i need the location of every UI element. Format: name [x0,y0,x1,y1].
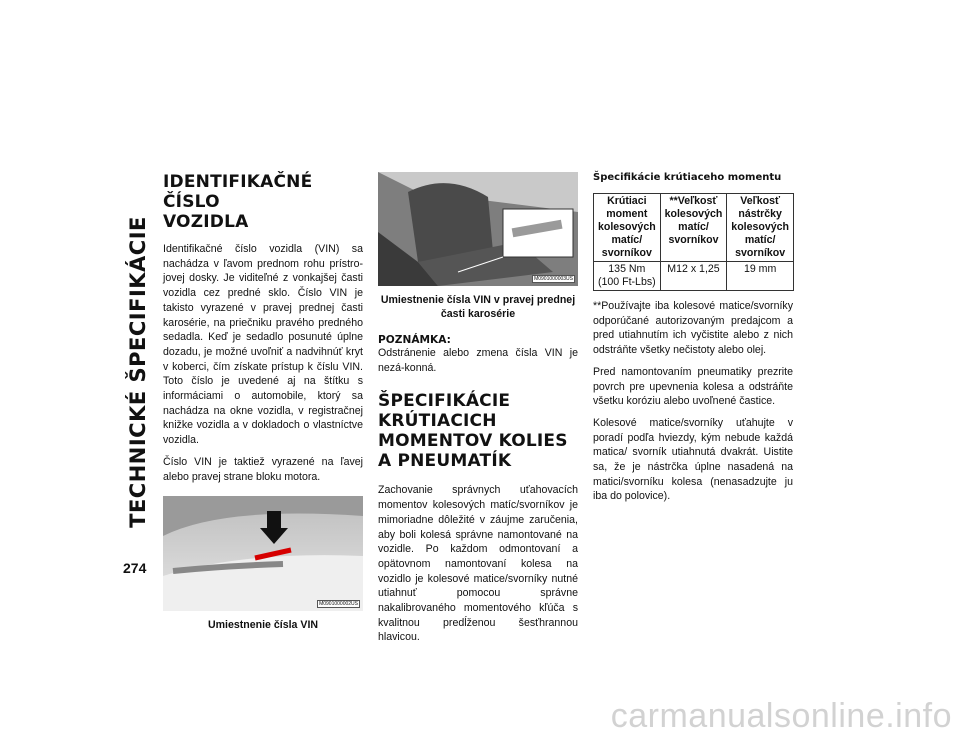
note-text: Odstránenie alebo zmena čísla VIN je nezá-konná. [378,347,578,374]
header-text: svorníkov [735,247,786,259]
figure-caption-seat-line1: Umiestnenie čísla VIN v pravej prednej [380,294,576,306]
header-text: matíc/ [678,221,709,233]
header-text: matíc/ [744,234,776,246]
spec-paragraph-2: Pred namontovaním pneumatiky prezrite povrch pre upevnenia kolesa a odstráňte všetku koróziu alebo uvoľnené častice. [593,365,793,408]
torque-paragraph: Zachovanie správnych uťahovacích momentov kolesových matíc/svorníkov je mimoriadne dôležité v záujme zaručenia, aby boli kolesá správne namontované na vozidle. Po každom odmontovaní a opätovnom namontovaní kolesa na vozidlo je kolesové matice/svorníky nutné utiahnuť pomocou správne nakalibrovaného momentového kľúča s kvalitnou predĺženou šesťhrannou hlavicou. [378,484,578,644]
table-row [594,262,794,291]
figure-code: M0901000002US [319,601,358,608]
cell-text: M12 x 1,25 [667,263,720,275]
spec-paragraph-1: **Používajte iba kolesové matice/svorníky odporúčané autorizovaným predajcom a pred utiahnutím ich vyčistite alebo z nich odstráňte všetky nečistoty alebo olej. [593,300,793,357]
heading-torque [378,391,578,471]
figure-caption-seat [378,293,578,321]
torque-spec-table [593,193,794,291]
spec-paragraph-3: Kolesové matice/svorníky uťahujte v poradí podľa hviezdy, kým nebude každá matica/ svorník utiahnutá dvakrát. Uistite sa, že je nástrčka úplne nasadená na matici/svorníku kolesa (nenasadzujte ju iba do polovice). [593,416,793,503]
header-text: svorníkov [601,247,652,259]
note-heading: POZNÁMKA: [378,334,451,346]
table-header-socket [727,194,794,262]
figure-caption-seat-line2: časti karosérie [440,308,516,320]
column-vin [163,172,363,632]
section-side-title-text: TECHNICKÉ ŠPECIFIKÁCIE [126,216,150,528]
watermark: carmanualsonline.info [610,697,952,735]
heading-torque-line3: A PNEUMATÍK [378,451,512,472]
table-cell-socket [727,262,794,291]
page-number: 274 [123,560,147,576]
header-text: moment [606,208,648,220]
header-text: **Veľkosť [669,195,718,207]
figure-caption-vin: Umiestnenie čísla VIN [207,619,319,632]
heading-vin [163,172,363,232]
header-text: kolesových [731,221,790,233]
header-text: matíc/ [611,234,643,246]
cell-text: (100 Ft-Lbs) [597,276,656,288]
heading-vin-line2: VOZIDLA [163,212,249,232]
column-torque-specs [593,172,793,504]
column-torque-intro [378,172,578,645]
figure-code: M0901000003US [534,276,573,282]
dashboard-vin-photo [163,496,363,611]
seat-vin-photo [378,172,578,286]
table-cell-size [660,262,727,291]
table-cell-torque [594,262,661,291]
vin-paragraph-1: Identifikačné číslo vozidla (VIN) sa nachádza v ľavom prednom rohu prístro-jovej dosky. Je viditeľné z vonkajšej časti vozidla cez predné sklo. Číslo VIN je takisto vyrazené v pravej prednej časti karosérie, na priečniku pravého predného sedadla. Keď je sedadlo posunuté úplne dozadu, je možné uvoľniť a nadvihnúť kryt v koberci, čím získate prístup k číslu VIN. Toto číslo je uvedené aj na štítku s informáciami o automobile, ktorý sa nachádza na okne vozidla, v registračnej knižke vozidla a v dokladoch o vlastníctve vozidla. [163,243,363,447]
dashboard-vin-illustration [163,496,363,611]
header-text: Veľkosť [740,195,781,207]
header-text: Krútiaci [607,195,647,207]
header-text: kolesových [597,221,656,233]
heading-torque-line1: ŠPECIFIKÁCIE KRÚTIACICH [378,391,511,432]
torque-spec-subheading: Špecifikácie krútiaceho momentu [593,172,782,183]
heading-torque-line2: MOMENTOV KOLIES [378,431,568,452]
section-side-title [118,172,158,572]
table-header-torque [594,194,661,262]
heading-vin-line1: IDENTIFIKAČNÉ ČÍSLO [163,172,313,212]
cell-text: 19 mm [743,263,777,275]
cell-text: 135 Nm [608,263,646,275]
vin-paragraph-2: Číslo VIN je taktiež vyrazené na ľavej alebo pravej strane bloku motora. [163,455,363,483]
seat-vin-illustration [378,172,578,286]
header-text: nástrčky [738,208,782,220]
table-header-row [594,194,794,262]
table-header-size [660,194,727,262]
header-text: kolesových [664,208,723,220]
header-text: svorníkov [668,234,719,246]
note-block [378,334,578,375]
